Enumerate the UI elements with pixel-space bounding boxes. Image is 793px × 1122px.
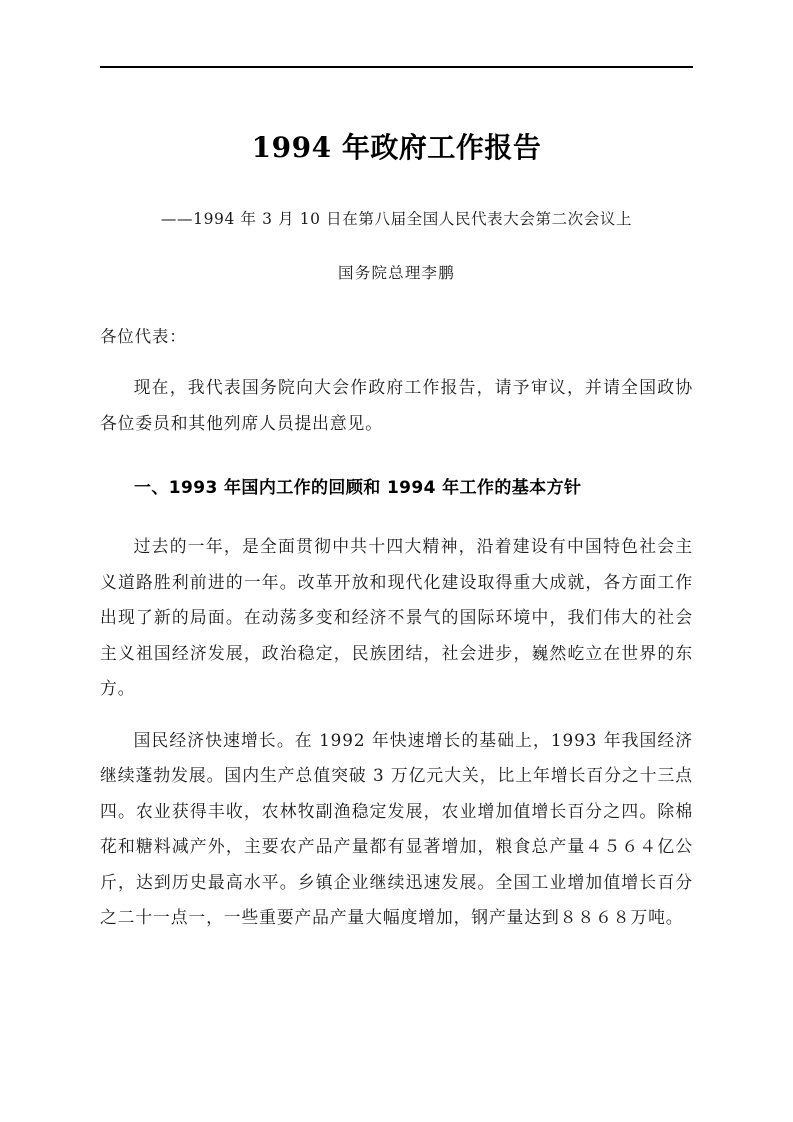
section-heading-1: 一、1993 年国内工作的回顾和 1994 年工作的基本方针 — [134, 478, 582, 498]
document-author: 国务院总理李鹏 — [338, 264, 455, 282]
paragraph-2: 国民经济快速增长。在 1992 年快速增长的基础上，1993 年我国经济继续蓬勃发展。国内生产总值突破 3 万亿元大关，比上年增长百分之十三点四。农业获得丰收，农林牧副渔稳定发展，农业增加值增长百分之四。除棉花和糖料减产外，主要农产品产量都有显著增加，粮食总产量４５６４亿公斤，达到历史最高水平。乡镇企业继续迅速发展。全国工业增加值增长百分之二十一点一，一些重要产品产量大幅度增加，钢产量达到８８６８万吨。 — [100, 729, 693, 927]
header-horizontal-rule — [100, 66, 693, 68]
document-content — [100, 128, 693, 936]
salutation: 各位代表： — [100, 327, 187, 346]
page-title: 1994 年政府工作报告 — [251, 131, 542, 164]
document-subtitle-date: ——1994 年 3 月 10 日在第八届全国人民代表大会第二次会议上 — [160, 210, 633, 228]
header-rule-container — [100, 66, 693, 80]
paragraph-intro: 现在，我代表国务院向大会作政府工作报告，请予审议，并请全国政协各位委员和其他列席人员提出意见。 — [100, 377, 693, 433]
paragraph-1: 过去的一年，是全面贯彻中共十四大精神，沿着建设有中国特色社会主义道路胜利前进的一年。改革开放和现代化建设取得重大成就，各方面工作出现了新的局面。在动荡多变和经济不景气的国际环境中，我们伟大的社会主义祖国经济发展，政治稳定，民族团结，社会进步，巍然屹立在世界的东方。 — [100, 536, 693, 698]
